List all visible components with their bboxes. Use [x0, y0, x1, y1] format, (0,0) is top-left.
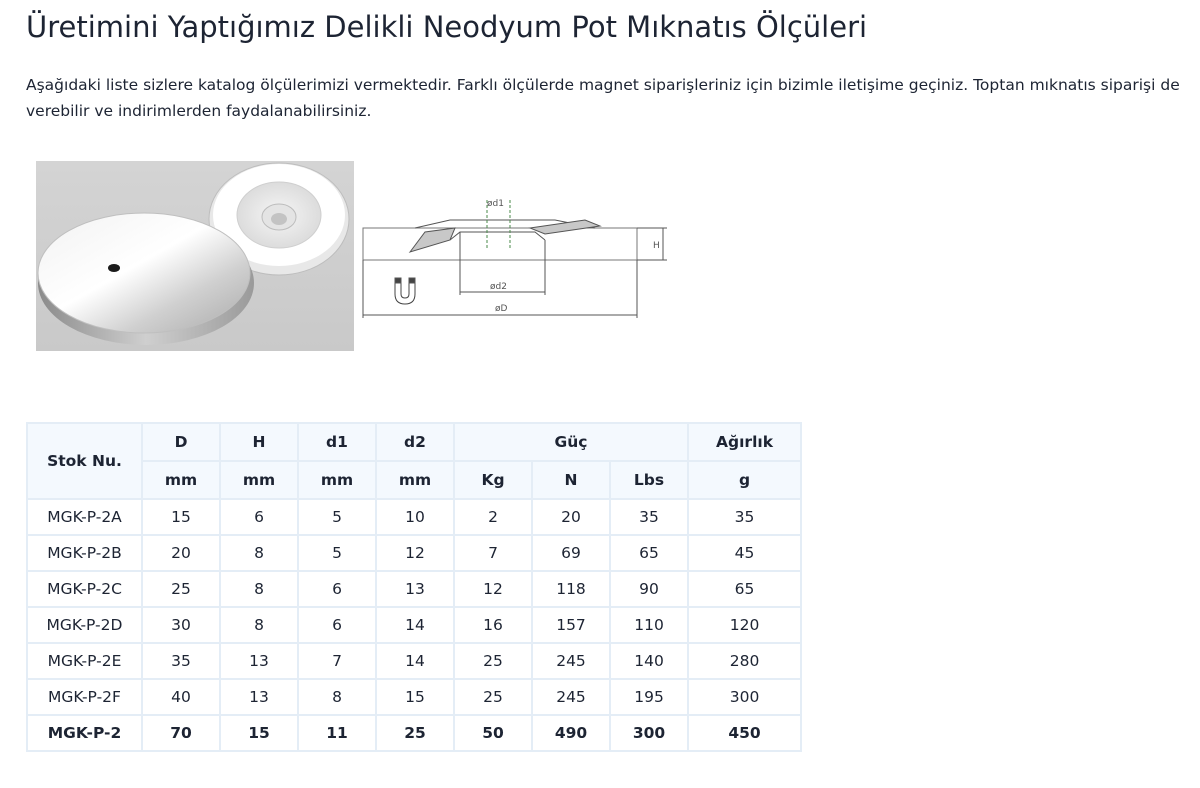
cell: 8: [298, 679, 376, 715]
table-row: [27, 643, 801, 679]
cell: 40: [142, 679, 220, 715]
unit-d1: mm: [298, 461, 376, 499]
cell: 14: [376, 643, 454, 679]
cell: 13: [220, 679, 298, 715]
cell: 70: [142, 715, 220, 751]
H-label: H: [653, 241, 660, 251]
cell: 20: [142, 535, 220, 571]
cell: 20: [532, 499, 610, 535]
cell: 5: [298, 535, 376, 571]
cell-stock: MGK-P-2E: [27, 643, 142, 679]
header-agirlik: Ağırlık: [688, 423, 801, 461]
table-header-row-top: [27, 423, 801, 461]
header-D: D: [142, 423, 220, 461]
header-stock-number: Stok Nu.: [27, 423, 142, 499]
magnet-photo: [36, 161, 354, 351]
d1-label: ød1: [487, 199, 504, 209]
cell: 157: [532, 607, 610, 643]
cell: 6: [298, 571, 376, 607]
cell: 35: [610, 499, 688, 535]
unit-kg: Kg: [454, 461, 532, 499]
d2-label: ød2: [490, 282, 507, 292]
cell-stock: MGK-P-2: [27, 715, 142, 751]
cell: 7: [298, 643, 376, 679]
cell: 16: [454, 607, 532, 643]
unit-lbs: Lbs: [610, 461, 688, 499]
header-guc: Güç: [454, 423, 688, 461]
cell: 69: [532, 535, 610, 571]
cell: 2: [454, 499, 532, 535]
cell: 110: [610, 607, 688, 643]
cell: 14: [376, 607, 454, 643]
header-d2: d2: [376, 423, 454, 461]
cell: 25: [142, 571, 220, 607]
magnet-cross-section-diagram: [355, 190, 673, 325]
cell: 13: [220, 643, 298, 679]
cell: 50: [454, 715, 532, 751]
cell: 30: [142, 607, 220, 643]
unit-n: N: [532, 461, 610, 499]
cell: 450: [688, 715, 801, 751]
cell-stock: MGK-P-2C: [27, 571, 142, 607]
unit-d2: mm: [376, 461, 454, 499]
cell: 65: [610, 535, 688, 571]
cell: 245: [532, 679, 610, 715]
cell: 195: [610, 679, 688, 715]
cell-stock: MGK-P-2A: [27, 499, 142, 535]
cell: 12: [376, 535, 454, 571]
cell: 90: [610, 571, 688, 607]
cell: 6: [298, 607, 376, 643]
cell: 25: [376, 715, 454, 751]
table-row: [27, 571, 801, 607]
cell: 245: [532, 643, 610, 679]
cell-stock: MGK-P-2B: [27, 535, 142, 571]
header-d1: d1: [298, 423, 376, 461]
cell: 300: [610, 715, 688, 751]
cell: 11: [298, 715, 376, 751]
cell: 25: [454, 643, 532, 679]
cell-stock: MGK-P-2D: [27, 607, 142, 643]
unit-g: g: [688, 461, 801, 499]
table-row: [27, 499, 801, 535]
cell-stock: MGK-P-2F: [27, 679, 142, 715]
cell: 65: [688, 571, 801, 607]
cell: 8: [220, 535, 298, 571]
cell: 140: [610, 643, 688, 679]
cell: 35: [142, 643, 220, 679]
page-description: Aşağıdaki liste sizlere katalog ölçülerimizi vermektedir. Farklı ölçülerde magnet siparişleriniz için bizimle iletişime geçiniz. Toptan mıknatıs siparişi de verebilir ve indirimlerden faydalanabilirsiniz.: [26, 76, 1180, 120]
cell: 25: [454, 679, 532, 715]
page-title: Üretimini Yaptığımız Delikli Neodyum Pot Mıknatıs Ölçüleri: [26, 10, 868, 44]
unit-D: mm: [142, 461, 220, 499]
cell: 6: [220, 499, 298, 535]
table-row: [27, 679, 801, 715]
cell: 280: [688, 643, 801, 679]
cell: 300: [688, 679, 801, 715]
cell: 15: [376, 679, 454, 715]
cell: 12: [454, 571, 532, 607]
table-row-total: [27, 715, 801, 751]
cell: 8: [220, 571, 298, 607]
cell: 7: [454, 535, 532, 571]
cell: 118: [532, 571, 610, 607]
table-row: [27, 535, 801, 571]
cell: 8: [220, 607, 298, 643]
header-H: H: [220, 423, 298, 461]
cell: 35: [688, 499, 801, 535]
cell: 10: [376, 499, 454, 535]
cell: 5: [298, 499, 376, 535]
cell: 15: [220, 715, 298, 751]
unit-H: mm: [220, 461, 298, 499]
D-label: øD: [495, 304, 508, 314]
cell: 15: [142, 499, 220, 535]
cell: 13: [376, 571, 454, 607]
cell: 490: [532, 715, 610, 751]
cell: 45: [688, 535, 801, 571]
cell: 120: [688, 607, 801, 643]
table-header-row-units: [27, 461, 801, 499]
table-row: [27, 607, 801, 643]
magnet-spec-table: [26, 422, 802, 752]
